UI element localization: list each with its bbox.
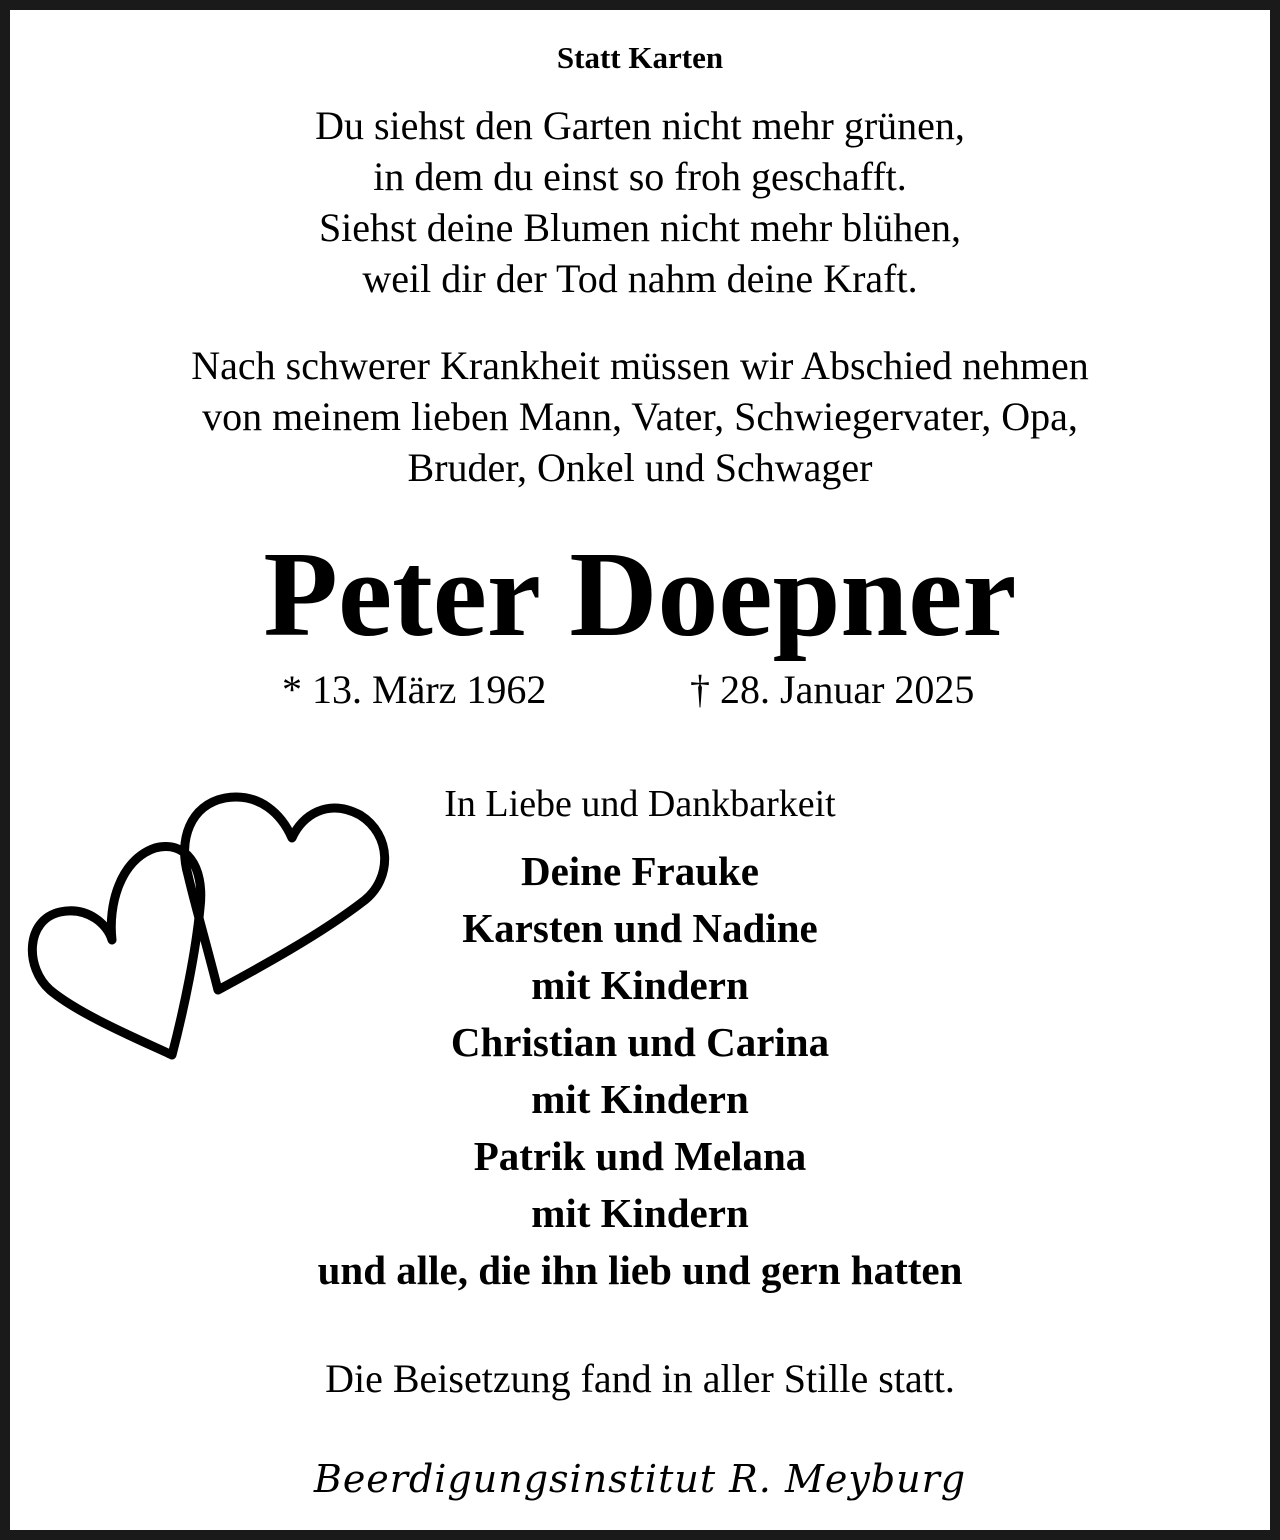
mourners-list xyxy=(10,843,1270,1299)
intro-line: von meinem lieben Mann, Vater, Schwiegervater, Opa, xyxy=(202,394,1078,439)
deceased-name: Peter Doepner xyxy=(263,527,1017,662)
mourner-line: Patrik und Melana xyxy=(473,1133,807,1179)
death-date: † 28. Januar 2025 xyxy=(690,667,975,712)
heading: Statt Karten xyxy=(556,40,724,75)
intro-text xyxy=(10,340,1270,493)
mourner-line: Deine Frauke xyxy=(521,848,759,894)
mourner-line: und alle, die ihn lieb und gern hatten xyxy=(317,1247,963,1293)
mourner-line: mit Kindern xyxy=(531,1190,749,1236)
intro-line: Bruder, Onkel und Schwager xyxy=(407,445,873,490)
poem-line: weil dir der Tod nahm deine Kraft. xyxy=(362,256,918,301)
undertaker-signature: Beerdigungsinstitut R. Meyburg xyxy=(313,1457,967,1501)
mourner-line: mit Kindern xyxy=(531,962,749,1008)
love-line: In Liebe und Dankbarkeit xyxy=(444,783,836,825)
poem xyxy=(10,100,1270,304)
mourner-line: Karsten und Nadine xyxy=(462,905,818,951)
mourner-line: mit Kindern xyxy=(531,1076,749,1122)
poem-line: Siehst deine Blumen nicht mehr blühen, xyxy=(318,205,962,250)
poem-line: Du siehst den Garten nicht mehr grünen, xyxy=(315,103,965,148)
funeral-notice: Die Beisetzung fand in aller Stille statt. xyxy=(325,1356,955,1401)
poem-line: in dem du einst so froh geschafft. xyxy=(373,154,907,199)
intro-line: Nach schwerer Krankheit müssen wir Abschied nehmen xyxy=(191,343,1089,388)
birth-date: * 13. März 1962 xyxy=(282,667,547,712)
mourner-line: Christian und Carina xyxy=(450,1019,830,1065)
